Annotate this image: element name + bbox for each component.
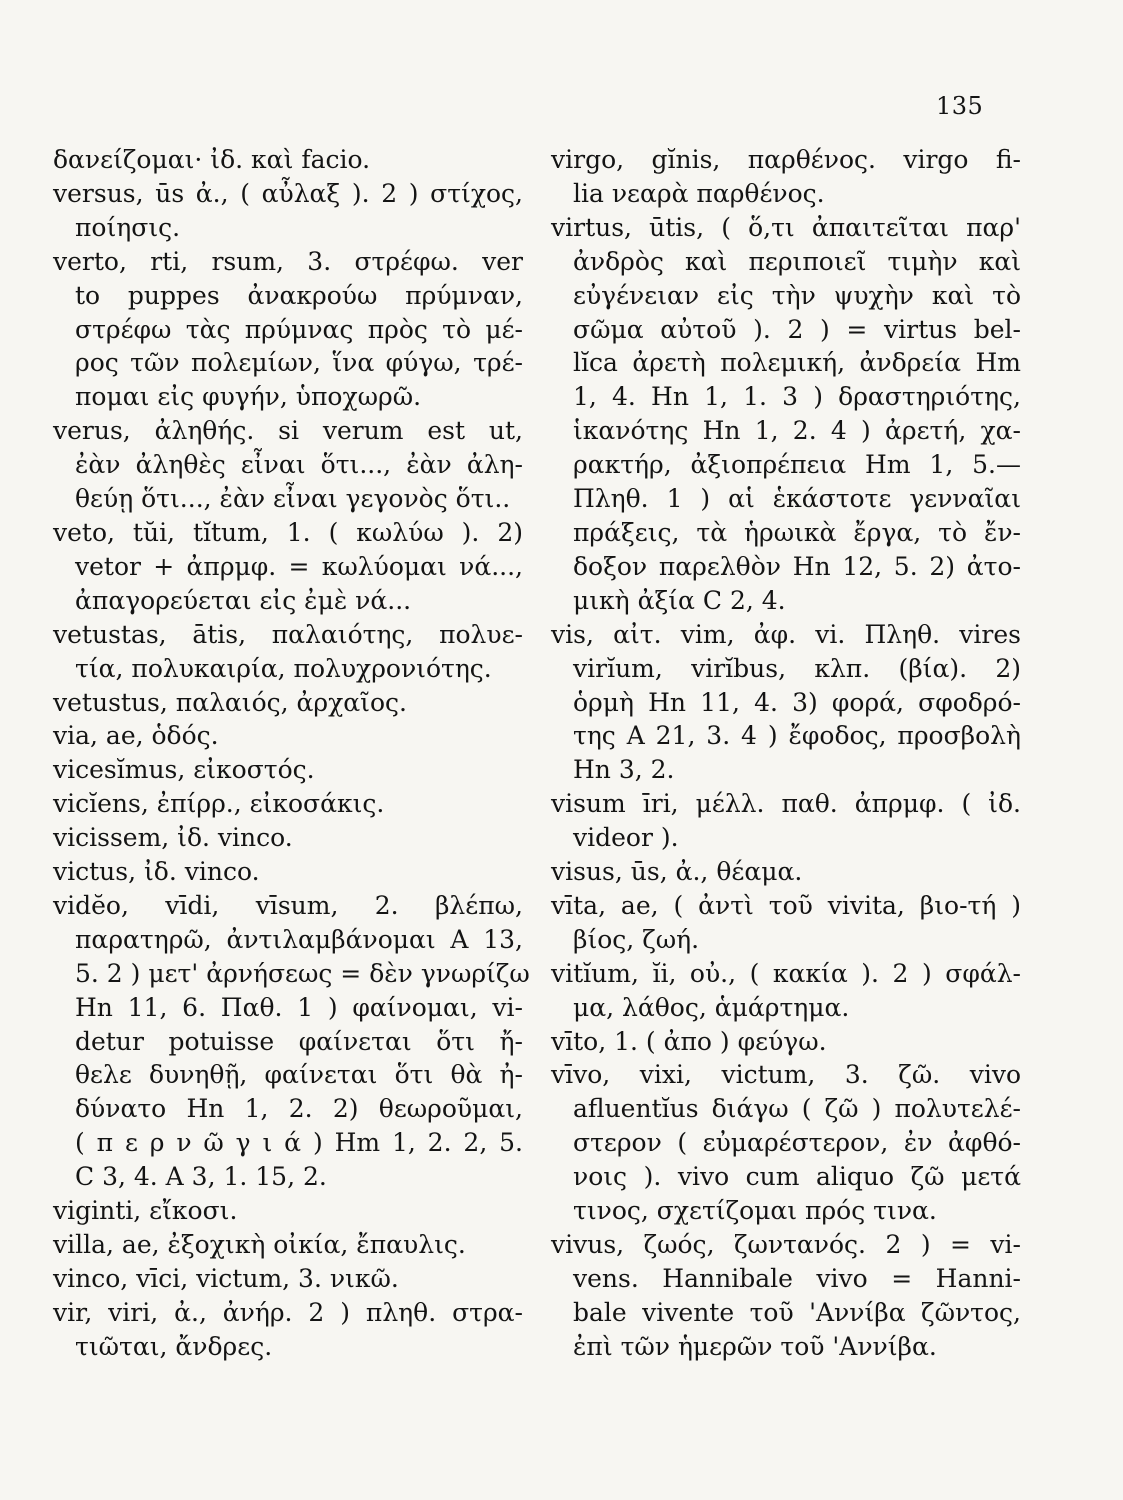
dictionary-entry (53, 516, 523, 618)
entry-headword-line: villa, ae, ἐξοχικὴ οἰκία, ἔπαυλις. (53, 1230, 466, 1259)
entry-headword-line: veto, tŭi, tĭtum, 1. ( κωλύω ). 2) (53, 517, 523, 547)
dictionary-entry (53, 1296, 523, 1364)
dictionary-entry (53, 719, 523, 753)
entry-headword-line: vidĕo, vīdi, vīsum, 2. βλέπω, (53, 890, 523, 920)
entry-headword-line: visus, ūs, ἀ., θέαμα. (551, 857, 803, 887)
dictionary-entry (53, 787, 523, 821)
entry-continuation-line: νοις ). vivo cum aliquo ζῶ μετά (573, 1162, 1021, 1192)
dictionary-entry (551, 143, 1021, 211)
entry-continuation-line: εὐγένειαν εἰς τὴν ψυχὴν καὶ τὸ (573, 280, 1021, 310)
entry-headword-line: virtus, ūtis, ( ὅ,τι ἀπαιτεῖται παρ' (551, 212, 1021, 242)
entry-continuation-line: ( π ε ρ ν ῶ γ ι ά ) Hm 1, 2. 2, 5. (75, 1128, 523, 1158)
dictionary-entry (551, 618, 1021, 788)
entry-headword-line: virgo, gĭnis, παρθένος. virgo fi- (551, 145, 1021, 174)
entry-continuation-line: θελε δυνηθῇ, φαίνεται ὅτι θὰ ἠ- (75, 1060, 523, 1090)
dictionary-entry (53, 1228, 523, 1262)
dictionary-entry (53, 1262, 523, 1296)
dictionary-entry (53, 855, 523, 889)
entry-headword-line: vetustus, παλαιός, ἀρχαῖος. (53, 687, 407, 717)
dictionary-entry (53, 414, 523, 516)
entry-headword-line: vetustas, ātis, παλαιότης, πολυε- (53, 619, 523, 649)
entry-headword-line: via, ae, ὁδός. (53, 721, 219, 751)
entry-continuation-line: bale vivente τοῦ 'Αννίβα ζῶντος, (573, 1297, 1021, 1327)
entry-continuation-line: ἐπὶ τῶν ἡμερῶν τοῦ 'Αννίβα. (573, 1331, 937, 1361)
entry-continuation-line: Πληθ. 1 ) αἱ ἑκάστοτε γενναῖαι (573, 484, 1021, 514)
entry-headword-line: vitĭum, ĭi, οὐ., ( κακία ). 2 ) σφάλ- (551, 958, 1021, 988)
entry-headword-line: vis, αἰτ. vim, ἀφ. vi. Πληθ. vires (551, 619, 1021, 649)
dictionary-entry (551, 1058, 1021, 1228)
entry-continuation-line: videor ). (573, 823, 679, 853)
dictionary-entry (551, 855, 1021, 889)
entry-headword-line: viginti, εἴκοσι. (53, 1196, 238, 1226)
entry-headword-line: vīto, 1. ( ἀπο ) φεύγω. (551, 1026, 827, 1056)
entry-continuation-line: vens. Hannibale vivo = Hanni- (573, 1263, 1021, 1293)
entry-continuation-line: ἱκανότης Hn 1, 2. 4 ) ἀρετή, χα- (573, 416, 1021, 446)
entry-continuation-line: δύνατο Hn 1, 2. 2) θεωροῦμαι, (75, 1094, 523, 1124)
entry-headword-line: vīvo, vixi, victum, 3. ζῶ. vivo (551, 1060, 1021, 1090)
entry-continuation-line: Hn 3, 2. (573, 755, 675, 785)
entry-continuation-line: vetor + ἀπρμφ. = κωλύομαι νά..., (75, 551, 523, 581)
entry-continuation-line: afluentĭus διάγω ( ζῶ ) πολυτελέ- (573, 1094, 1021, 1124)
entry-continuation-line: σῶμα αὐτοῦ ). 2 ) = virtus bel- (573, 314, 1021, 344)
entry-headword-line: vicesĭmus, εἰκοστός. (53, 755, 315, 785)
entry-continuation-line: 1, 4. Hn 1, 1. 3 ) δραστηριότης, (573, 382, 1021, 412)
dictionary-entry (551, 787, 1021, 855)
entry-continuation-line: βίος, ζωή. (573, 924, 700, 954)
entry-continuation-line: στερον ( εὐμαρέστερον, ἐν ἀφθό- (573, 1128, 1021, 1158)
entry-continuation-line: virĭum, virĭbus, κλπ. (βία). 2) (573, 653, 1021, 683)
entry-continuation-line: Hn 11, 6. Παθ. 1 ) φαίνομαι, vi- (75, 992, 523, 1022)
entry-continuation-line: στρέφω τὰς πρύμνας πρὸς τὸ μέ- (75, 314, 523, 344)
entry-headword-line: versus, ūs ἀ., ( αὖλαξ ). 2 ) στίχος, (53, 178, 523, 208)
entry-continuation-line: ρος τῶν πολεμίων, ἵνα φύγω, τρέ- (75, 348, 523, 378)
entry-headword-line: victus, ἰδ. vinco. (53, 857, 260, 887)
entry-headword-line: vicĭens, ἐπίρρ., εἰκοσάκις. (53, 789, 385, 819)
entry-headword-line: verto, rti, rsum, 3. στρέφω. ver (53, 246, 523, 276)
entry-continuation-line: ἀπαγορεύεται εἰς ἐμὲ νά... (75, 585, 412, 615)
entry-continuation-line: παρατηρῶ, ἀντιλαμβάνομαι A 13, (75, 924, 523, 954)
dictionary-entry (53, 686, 523, 720)
entry-continuation-line: πομαι εἰς φυγήν, ὑποχωρῶ. (75, 382, 422, 412)
entry-continuation-line: ἐὰν ἀληθὲς εἶναι ὅτι..., ἐὰν ἀλη- (75, 450, 523, 480)
entry-headword-line: δανείζομαι· ἰδ. καὶ facio. (53, 145, 371, 174)
entry-continuation-line: μικὴ ἀξία C 2, 4. (573, 585, 786, 615)
entry-continuation-line: τία, πολυκαιρία, πολυχρονιότης. (75, 653, 492, 683)
entry-continuation-line: ρακτήρ, ἀξιοπρέπεια Hm 1, 5.— (573, 450, 1021, 480)
entry-continuation-line: 5. 2 ) μετ' ἀρνήσεως = δὲν γνωρίζω (75, 958, 530, 988)
dictionary-entry (53, 618, 523, 686)
dictionary-entry (53, 177, 523, 245)
entry-continuation-line: πράξεις, τὰ ἡρωικὰ ἔργα, τὸ ἔν- (573, 517, 1021, 547)
entry-headword-line: vīta, ae, ( ἀντὶ τοῦ vivita, βιο-τή ) (551, 890, 1021, 920)
left-column (53, 143, 530, 1364)
right-column (551, 143, 1021, 1364)
entry-continuation-line: lia νεαρὰ παρθένος. (573, 178, 825, 208)
entry-continuation-line: τινος, σχετίζομαι πρός τινα. (573, 1196, 937, 1226)
dictionary-entry (551, 1228, 1021, 1364)
entry-continuation-line: to puppes ἀνακρούω πρύμναν, (75, 280, 523, 310)
entry-headword-line: vivus, ζωός, ζωντανός. 2 ) = vi- (551, 1230, 1021, 1259)
dictionary-entry (53, 753, 523, 787)
dictionary-entry (551, 957, 1021, 1025)
dictionary-entry (551, 1025, 1021, 1059)
dictionary-entry (53, 1194, 523, 1228)
entry-continuation-line: ποίησις. (75, 212, 181, 242)
dictionary-entry (53, 245, 523, 415)
dictionary-entry (53, 143, 523, 177)
entry-headword-line: visum īri, μέλλ. παθ. ἀπρμφ. ( ἰδ. (551, 789, 1021, 819)
entry-continuation-line: C 3, 4. A 3, 1. 15, 2. (75, 1162, 327, 1192)
dictionary-entry (53, 821, 523, 855)
entry-continuation-line: τιῶται, ἄνδρες. (75, 1331, 273, 1361)
entry-continuation-line: δοξον παρελθὸν Hn 12, 5. 2) ἀτο- (573, 551, 1021, 581)
dictionary-entry (53, 889, 530, 1194)
dictionary-entry (551, 889, 1021, 957)
entry-headword-line: vir, viri, ἀ., ἀνήρ. 2 ) πληθ. στρα- (53, 1297, 523, 1327)
entry-continuation-line: lĭca ἀρετὴ πολεμική, ἀνδρεία Hm (573, 348, 1021, 378)
page-number: 135 (936, 92, 984, 120)
dictionary-entry (551, 211, 1021, 618)
entry-headword-line: verus, ἀληθής. si verum est ut, (53, 416, 523, 446)
entry-headword-line: vinco, vīci, victum, 3. νικῶ. (53, 1263, 399, 1293)
entry-headword-line: vicissem, ἰδ. vinco. (53, 823, 293, 853)
entry-continuation-line: της A 21, 3. 4 ) ἔφοδος, προσβολὴ (573, 721, 1021, 751)
entry-continuation-line: ὁρμὴ Hn 11, 4. 3) φορά, σφοδρό- (573, 687, 1021, 717)
entry-continuation-line: μα, λάθος, ἁμάρτημα. (573, 992, 850, 1022)
entry-continuation-line: θεύῃ ὅτι..., ἐὰν εἶναι γεγονὸς ὅτι.. (75, 484, 511, 514)
entry-continuation-line: ἀνδρὸς καὶ περιποιεῖ τιμὴν καὶ (573, 246, 1021, 276)
entry-continuation-line: detur potuisse φαίνεται ὅτι ἤ- (75, 1026, 523, 1056)
